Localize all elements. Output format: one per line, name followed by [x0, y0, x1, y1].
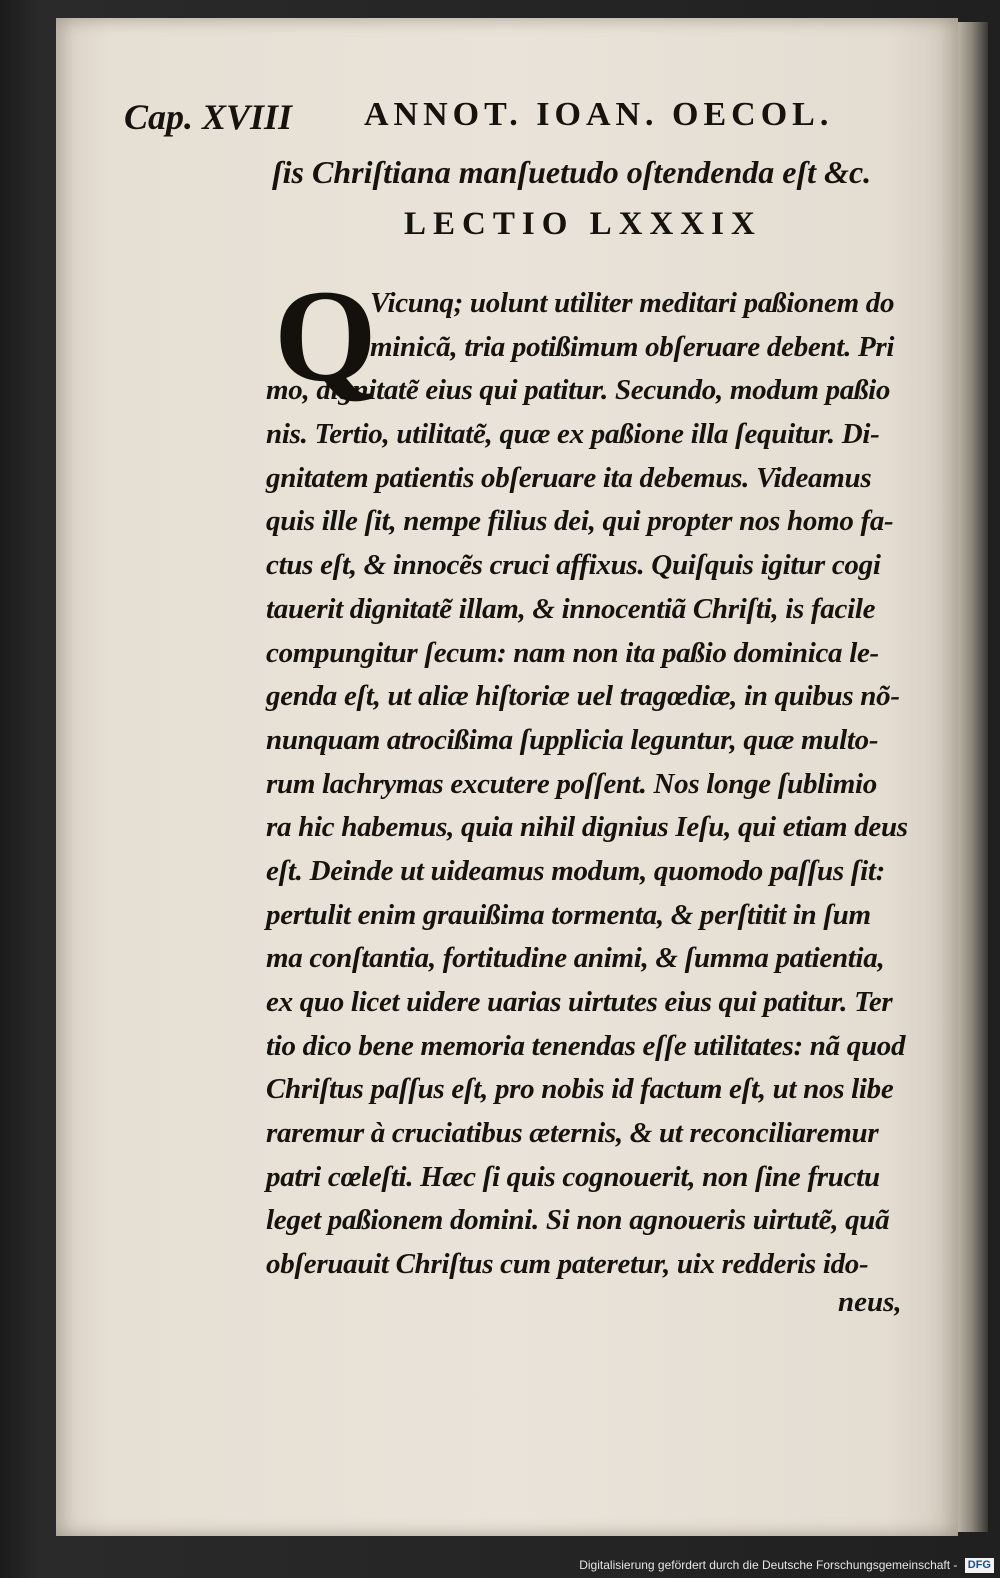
- text-line: nunquam atrocißima ſupplicia leguntur, quæ multo-: [266, 723, 879, 756]
- text-line: leget paßionem domini. Si non agnoueris uirtutẽ, quã: [266, 1204, 890, 1237]
- body-text: [266, 262, 922, 1287]
- text-line: genda eſt, ut aliæ hiſtoriæ uel tragœdiæ, in quibus nõ-: [266, 680, 900, 713]
- text-line: ra hic habemus, quia nihil dignius Ieſu, qui etiam deus: [266, 811, 908, 844]
- text-line: nis. Tertio, utilitatẽ, quæ ex paßione illa ſequitur. Di-: [266, 418, 880, 451]
- carryover-line: ſis Chriſtiana manſuetudo oſtendenda eſt &c.: [272, 154, 872, 190]
- text-line: pertulit enim grauißima tormenta, & perſtitit in ſum: [266, 898, 871, 931]
- text-line: raremur à cruciatibus æternis, & ut reconciliaremur: [266, 1117, 879, 1150]
- text-line: quis ille ſit, nempe filius dei, qui propter nos homo fa-: [266, 505, 894, 538]
- credit-text: Digitalisierung gefördert durch die Deutsche Forschungsgemeinschaft -: [579, 1558, 958, 1572]
- text-line: compungitur ſecum: nam non ita paßio dominica le-: [266, 636, 879, 669]
- dfg-logo: DFG: [965, 1558, 994, 1573]
- text-line: Vicunq; uolunt utiliter meditari paßionem do: [370, 287, 895, 319]
- page-edge: [958, 22, 988, 1532]
- catchword: neus,: [838, 1286, 902, 1318]
- digitization-credit: [579, 1556, 994, 1574]
- text-line: patri cœleſti. Hæc ſi quis cognouerit, non ſine fructu: [266, 1160, 880, 1193]
- drop-cap-initial: Q: [274, 262, 377, 409]
- text-line: minicã, tria potißimum obſeruare debent. Pri: [370, 330, 895, 363]
- text-line: obſeruauit Chriſtus cum pateretur, uix redderis ido-: [266, 1248, 869, 1281]
- running-title: ANNOT. IOAN. OECOL.: [364, 96, 834, 133]
- text-line: tauerit dignitatẽ illam, & innocentiã Chriſti, is facile: [266, 592, 876, 625]
- text-line: tio dico bene memoria tenendas eſſe utilitates: nã quod: [266, 1029, 906, 1062]
- text-line: ctus eſt, & innocẽs cruci affixus. Quiſquis igitur cogi: [266, 549, 881, 582]
- text-line: gnitatem patientis obſeruare ita debemus. Videamus: [266, 461, 872, 494]
- text-line: ma conſtantia, fortitudine animi, & ſumma patientia,: [266, 942, 885, 975]
- text-line: ex quo licet uidere uarias uirtutes eius qui patitur. Ter: [266, 986, 893, 1018]
- chapter-label: Cap. XVIII: [124, 97, 293, 137]
- text-line: eſt. Deinde ut uideamus modum, quomodo paſſus ſit:: [266, 854, 886, 887]
- running-header: [124, 96, 884, 156]
- section-heading: LECTIO LXXXIX: [404, 206, 762, 242]
- text-line: Chriſtus paſſus eſt, pro nobis id factum eſt, ut nos libe: [266, 1073, 894, 1106]
- text-line: mo, dignitatẽ eius qui patitur. Secundo, modum paßio: [266, 374, 891, 407]
- text-line: rum lachrymas excutere poſſent. Nos longe ſublimio: [266, 767, 877, 800]
